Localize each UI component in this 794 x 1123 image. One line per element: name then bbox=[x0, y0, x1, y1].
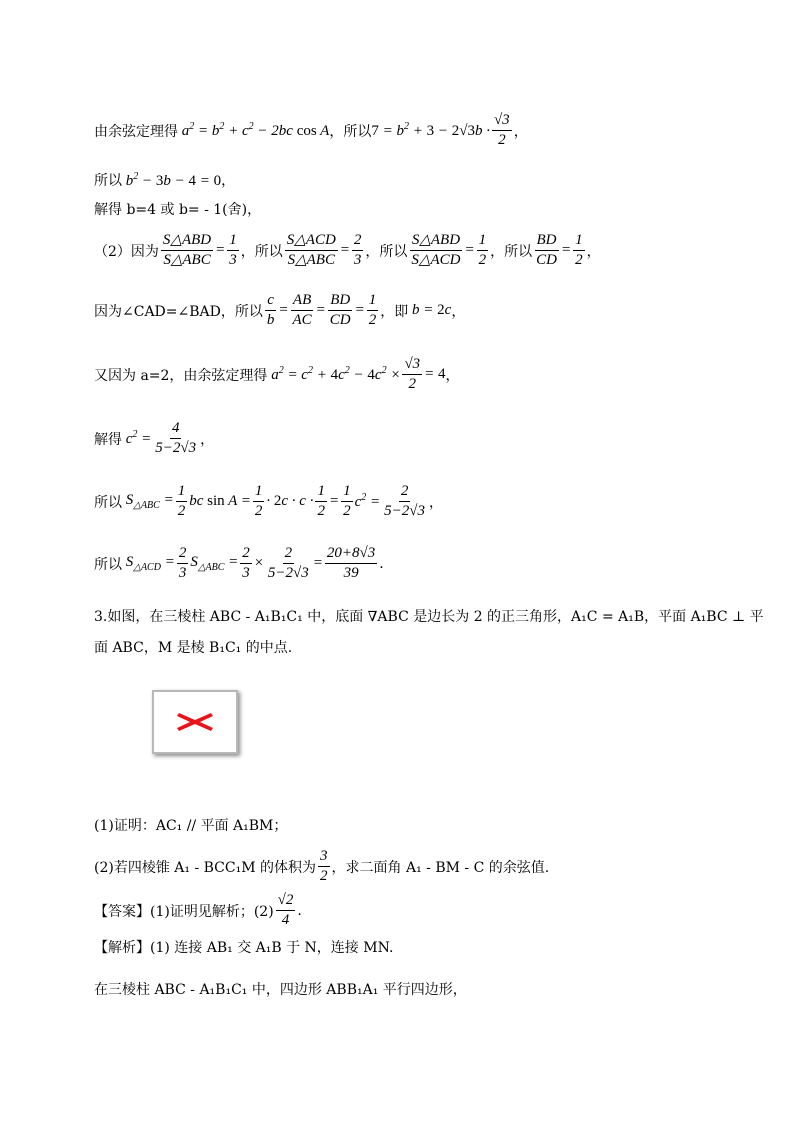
text: ，即 bbox=[380, 303, 409, 320]
angle-bisector-line: 因为∠CAD=∠BAD，所以 $\frac{c}{b}$ = $\frac{AB}{AC}$ = $\frac{BD}{CD}$ = $\frac{1}{2}$ ，即 b = 2c ， bbox=[94, 292, 466, 328]
fraction: $\frac{2}{5-2√3}$ bbox=[267, 545, 309, 581]
answer-line bbox=[94, 892, 302, 929]
text: 所以 bbox=[94, 494, 122, 511]
text: ， bbox=[445, 367, 460, 384]
problem-3-line-1 bbox=[94, 606, 764, 626]
fraction: $\frac{2}{3}$ bbox=[178, 545, 187, 581]
text: ，所以 bbox=[240, 243, 283, 260]
text: ， bbox=[513, 123, 528, 140]
fraction: $\frac{1}{2}$ bbox=[343, 483, 351, 519]
text: 因为∠CAD=∠BAD，所以 bbox=[94, 303, 263, 320]
fraction: $\frac{4}{5-2√3}$ bbox=[155, 420, 197, 456]
text: ，所以 bbox=[365, 243, 408, 260]
text: . bbox=[379, 555, 384, 572]
fraction: $\frac{2}{3}$ bbox=[242, 545, 250, 581]
text: 【解析】(1) 连接 AB₁ 交 A₁B 于 N，连接 MN. bbox=[94, 940, 394, 956]
law-of-cosines-line bbox=[94, 112, 528, 149]
fraction: $\frac{2}{5-2√3}$ bbox=[384, 483, 425, 519]
formula-a2: $a^2 = b^2 + c^2 - 2bc$ cos A bbox=[178, 121, 330, 139]
text: ， bbox=[586, 243, 601, 260]
quadratic-line bbox=[94, 170, 235, 190]
fraction: $\frac{√3}{2}$ bbox=[404, 356, 421, 392]
solution-line bbox=[94, 199, 261, 219]
text: 由余弦定理得 bbox=[94, 123, 178, 140]
fraction: $\frac{\text{S△ACD}}{\text{S△ABC}}$ bbox=[286, 232, 336, 268]
fraction: $\frac{\text{S△ABD}}{\text{S△ACD}}$ bbox=[411, 232, 461, 268]
fraction: $\frac{1}{2}$ bbox=[368, 292, 377, 328]
text: 所以 bbox=[94, 173, 122, 189]
question-1 bbox=[94, 815, 287, 835]
cosine-rule-a-line: 又因为 a=2，由余弦定理得 $a^2 = c^2 + 4c^2 - 4c^2$ × $\frac{√3}{2}$ = 4 ， bbox=[94, 356, 460, 392]
text: 3.如图，在三棱柱 ABC - A₁B₁C₁ 中，底面 ∇ABC 是边长为 2 的正三角形，A₁C = A₁B，平面 A₁BC ⊥ 平 bbox=[94, 609, 764, 625]
area-ratio-line: （2）因为 $\frac{\text{S△ABD}}{\text{S△ABC}}$ = $\frac{1}{3}$ ，所以 $\frac{\text{S△ACD}}{\text{S△ABC}}$ = $\frac{2}{3}$ ，所以 $\frac{\text{S△ABD}}{\text{S△ACD}}$ = $\frac{1}{2}$ ，所以 $\frac{BD}{CD}$ = $\frac{1}{2}$ ， bbox=[94, 232, 601, 268]
fraction: $\frac{1}{2}$ bbox=[478, 232, 487, 268]
formula-quadratic: $b^2 - 3b - 4 = 0$ bbox=[122, 170, 222, 189]
denominator: 2 bbox=[498, 132, 506, 148]
text: ，求二面角 A₁ - BM - C 的余弦值. bbox=[331, 859, 550, 876]
analysis-line-1 bbox=[94, 937, 393, 957]
text: . bbox=[297, 902, 302, 919]
fraction: $\frac{20+8√3}{39}$ bbox=[326, 545, 376, 581]
formula-seven: $7 = b^2 + 3 - 2√3b$ · bbox=[371, 121, 490, 139]
problem-3-line-2 bbox=[94, 637, 292, 657]
text: ，所以 bbox=[490, 243, 533, 260]
text: ，所以 bbox=[329, 123, 372, 140]
text: (2)若四棱锥 A₁ - BCC₁M 的体积为 bbox=[94, 859, 317, 876]
text: 【答案】(1)证明见解析；(2) bbox=[94, 903, 274, 920]
fraction: $\frac{1}{3}$ bbox=[229, 232, 237, 268]
area-acd-line: 所以 $S_{\triangle ACD}$ = $\frac{2}{3}$ $S_{\triangle ABC}$ = $\frac{2}{3}$ × $\frac{2}{5-2√3}$ = $\frac{20+8√3}{39}$ . bbox=[94, 545, 384, 581]
fraction: $\frac{1}{2}$ bbox=[317, 483, 325, 519]
fraction: $\frac{1}{2}$ bbox=[254, 483, 263, 519]
fraction: $\frac{c}{b}$ bbox=[266, 292, 275, 328]
numerator: √3 bbox=[492, 112, 512, 131]
fraction: $\frac{3}{2}$ bbox=[320, 848, 328, 884]
fraction: $\frac{1}{2}$ bbox=[177, 483, 186, 519]
fraction: $\frac{BD}{CD}$ bbox=[329, 292, 351, 328]
fraction: $\frac{AB}{AC}$ bbox=[292, 292, 312, 328]
fraction: $\frac{√2}{4}$ bbox=[277, 892, 294, 928]
text: 在三棱柱 ABC - A₁B₁C₁ 中，四边形 ABB₁A₁ 平行四边形， bbox=[94, 982, 467, 998]
fraction bbox=[492, 112, 512, 149]
text: ， bbox=[429, 494, 443, 511]
formula-b-eq-2c: b = 2c bbox=[408, 302, 452, 318]
text: ， bbox=[451, 303, 466, 320]
fraction: $\frac{1}{2}$ bbox=[575, 232, 583, 268]
figure-placeholder bbox=[152, 690, 238, 754]
text: (1)证明：AC₁ // 平面 A₁BM； bbox=[94, 818, 288, 834]
text: 又因为 a=2，由余弦定理得 bbox=[94, 367, 268, 384]
formula-a2-c: $a^2 = c^2 + 4c^2 - 4c^2$ × bbox=[267, 365, 401, 383]
fraction: $\frac{\text{S△ABD}}{\text{S△ABC}}$ bbox=[162, 232, 212, 268]
broken-image-icon bbox=[175, 711, 215, 733]
fraction: $\frac{BD}{CD}$ bbox=[536, 232, 557, 268]
text: 解得 b=4 或 b= - 1(舍)， bbox=[94, 202, 262, 218]
text: 解得 bbox=[94, 431, 122, 448]
fraction: $\frac{2}{3}$ bbox=[353, 232, 362, 268]
c-squared-line: 解得 $c^2$ = $\frac{4}{5-2√3}$ ， bbox=[94, 420, 215, 456]
text: ， bbox=[200, 431, 215, 448]
cos-label: cos bbox=[296, 123, 317, 139]
area-abc-line: 所以 $S_{\triangle ABC}$ = $\frac{1}{2}$ bc sin A = $\frac{1}{2}$ · 2c · c · $\frac{1}{2}$ = $\frac{1}{2}$ $c^2$ = $\frac{2}{5-2√3}$ ， bbox=[94, 483, 443, 519]
text: 面 ABC，M 是棱 B₁C₁ 的中点. bbox=[94, 640, 293, 656]
text: （2）因为 bbox=[94, 243, 159, 260]
text: 所以 bbox=[94, 556, 122, 573]
question-2 bbox=[94, 848, 549, 885]
analysis-line-2 bbox=[94, 979, 467, 999]
text: ， bbox=[221, 173, 236, 189]
